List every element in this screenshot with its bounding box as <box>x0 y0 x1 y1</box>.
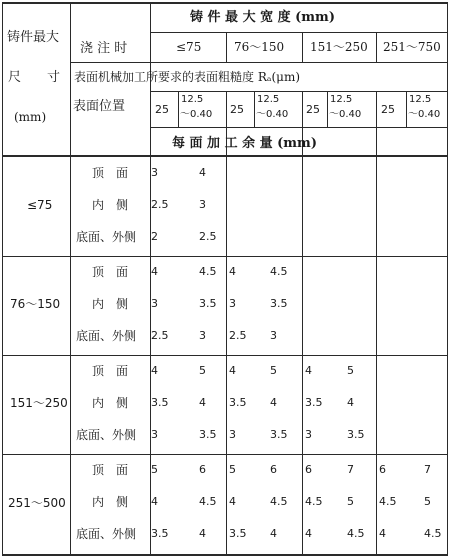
allowance-cell: 3 <box>305 428 312 441</box>
surface-label: 顶 面 <box>92 265 129 279</box>
allowance-cell: 4 <box>229 364 236 377</box>
allowance-cell: 3.5 <box>305 396 323 409</box>
rule-sub-1 <box>178 91 179 127</box>
allowance-cell: 5 <box>151 463 158 476</box>
allowance-cell: 6 <box>270 463 277 476</box>
roughness-25-1: 25 <box>155 103 169 116</box>
allowance-cell: 4 <box>199 396 206 409</box>
corner-label-2: 尺 寸 <box>8 70 61 85</box>
allowance-cell: 5 <box>424 495 431 508</box>
width-range-1: ≤75 <box>176 40 202 54</box>
rule-under-roughness-values <box>150 127 448 128</box>
rule-col-4 <box>302 91 303 556</box>
allowance-cell: 5 <box>347 495 354 508</box>
table-border-left <box>2 2 3 556</box>
allowance-cell: 3 <box>151 428 158 441</box>
width-range-3: 151～250 <box>310 40 368 54</box>
roughness-12_5-3: 12.5 <box>330 94 353 105</box>
roughness-25-4: 25 <box>381 103 395 116</box>
allowance-cell: 4 <box>151 495 158 508</box>
surface-label: 底面、外侧 <box>76 428 137 442</box>
allowance-cell: 3.5 <box>270 428 288 441</box>
allowance-cell: 3 <box>199 198 206 211</box>
roughness-0_40-2: ～0.40 <box>256 109 289 120</box>
row-size-1: ≤75 <box>27 198 53 212</box>
allowance-cell: 2.5 <box>151 329 169 342</box>
allowance-cell: 4.5 <box>270 495 288 508</box>
allowance-cell: 4 <box>270 527 277 540</box>
roughness-25-3: 25 <box>306 103 320 116</box>
corner-label-unit: (mm) <box>14 110 47 124</box>
roughness-0_40-4: ～0.40 <box>408 109 441 120</box>
rule-group-3 <box>2 454 448 455</box>
allowance-cell: 3 <box>270 329 277 342</box>
allowance-cell: 6 <box>199 463 206 476</box>
allowance-cell: 4.5 <box>305 495 323 508</box>
allowance-cell: 4.5 <box>424 527 442 540</box>
allowance-cell: 3.5 <box>229 527 247 540</box>
allowance-cell: 4 <box>151 265 158 278</box>
rule-header-bottom <box>2 155 448 157</box>
allowance-cell: 7 <box>424 463 431 476</box>
allowance-cell: 4.5 <box>199 495 217 508</box>
rule-group-2 <box>2 355 448 356</box>
roughness-0_40-3: ～0.40 <box>329 109 362 120</box>
allowance-cell: 3 <box>229 428 236 441</box>
rule-sub-7 <box>406 91 407 127</box>
rule-sub-5 <box>327 91 328 127</box>
allowance-cell: 2 <box>151 230 158 243</box>
surface-label: 顶 面 <box>92 463 129 477</box>
allowance-cell: 5 <box>347 364 354 377</box>
table-border-bottom <box>2 554 448 556</box>
allowance-cell: 3.5 <box>199 428 217 441</box>
allowance-cell: 4 <box>305 364 312 377</box>
rule-width-1 <box>226 32 227 62</box>
surface-label: 内 侧 <box>92 297 129 311</box>
allowance-cell: 3.5 <box>229 396 247 409</box>
allowance-cell: 4 <box>270 396 277 409</box>
rule-col-6 <box>376 91 377 556</box>
roughness-12_5-1: 12.5 <box>181 94 204 105</box>
rule-width-3 <box>376 32 377 62</box>
rule-under-width-ranges <box>70 62 448 63</box>
allowance-cell: 2.5 <box>229 329 247 342</box>
allowance-cell: 3.5 <box>270 297 288 310</box>
row-size-2: 76～150 <box>10 297 61 311</box>
roughness-12_5-2: 12.5 <box>257 94 280 105</box>
allowance-cell: 4 <box>305 527 312 540</box>
corner-label-1: 铸件最大 <box>7 30 60 45</box>
allowance-cell: 4 <box>199 527 206 540</box>
allowance-cell: 6 <box>305 463 312 476</box>
allowance-cell: 2.5 <box>199 230 217 243</box>
allowance-cell: 4 <box>229 265 236 278</box>
surface-label: 底面、外侧 <box>76 230 137 244</box>
roughness-12_5-4: 12.5 <box>409 94 432 105</box>
rule-sub-3 <box>254 91 255 127</box>
table-border-top <box>2 2 448 4</box>
roughness-25-2: 25 <box>230 103 244 116</box>
roughness-title: 表面机械加工所要求的表面粗糙度 Rₐ(μm) <box>74 70 301 84</box>
allowance-cell: 3 <box>229 297 236 310</box>
roughness-0_40-1: ～0.40 <box>180 109 213 120</box>
position-label: 表面位置 <box>73 99 126 114</box>
allowance-cell: 5 <box>229 463 236 476</box>
allowance-cell: 4.5 <box>270 265 288 278</box>
allowance-cell: 5 <box>199 364 206 377</box>
surface-label: 内 侧 <box>92 396 129 410</box>
allowance-cell: 4.5 <box>199 265 217 278</box>
allowance-title: 每 面 加 工 余 量 (mm) <box>172 136 317 151</box>
surface-label: 底面、外侧 <box>76 329 137 343</box>
allowance-cell: 3.5 <box>347 428 365 441</box>
allowance-cell: 4 <box>379 527 386 540</box>
allowance-cell: 3 <box>151 166 158 179</box>
allowance-cell: 7 <box>347 463 354 476</box>
allowance-cell: 4 <box>347 396 354 409</box>
rule-width-2 <box>302 32 303 62</box>
row-size-3: 151～250 <box>10 396 68 410</box>
allowance-cell: 3 <box>151 297 158 310</box>
allowance-cell: 4 <box>199 166 206 179</box>
allowance-cell: 4.5 <box>347 527 365 540</box>
allowance-cell: 3.5 <box>151 527 169 540</box>
rule-under-roughness-title <box>150 91 448 92</box>
surface-label: 内 侧 <box>92 495 129 509</box>
allowance-cell: 4 <box>151 364 158 377</box>
surface-label: 底面、外侧 <box>76 527 137 541</box>
surface-label: 顶 面 <box>92 166 129 180</box>
width-range-4: 251～750 <box>383 40 441 54</box>
allowance-cell: 3 <box>199 329 206 342</box>
allowance-cell: 4 <box>229 495 236 508</box>
allowance-cell: 3.5 <box>151 396 169 409</box>
surface-label: 顶 面 <box>92 364 129 378</box>
width-title: 铸 件 最 大 宽 度 (mm) <box>190 10 335 25</box>
surface-label: 内 侧 <box>92 198 129 212</box>
rule-after-size <box>70 2 71 556</box>
table-border-right <box>447 2 448 556</box>
allowance-cell: 6 <box>379 463 386 476</box>
allowance-cell: 5 <box>270 364 277 377</box>
pour-label: 浇 注 时 <box>80 41 128 56</box>
rule-under-width-title <box>150 32 448 33</box>
rule-group-1 <box>2 256 448 257</box>
width-range-2: 76～150 <box>234 40 285 54</box>
allowance-cell: 3.5 <box>199 297 217 310</box>
allowance-cell: 4.5 <box>379 495 397 508</box>
allowance-cell: 2.5 <box>151 198 169 211</box>
row-size-4: 251～500 <box>8 496 66 510</box>
rule-col-2 <box>226 91 227 556</box>
